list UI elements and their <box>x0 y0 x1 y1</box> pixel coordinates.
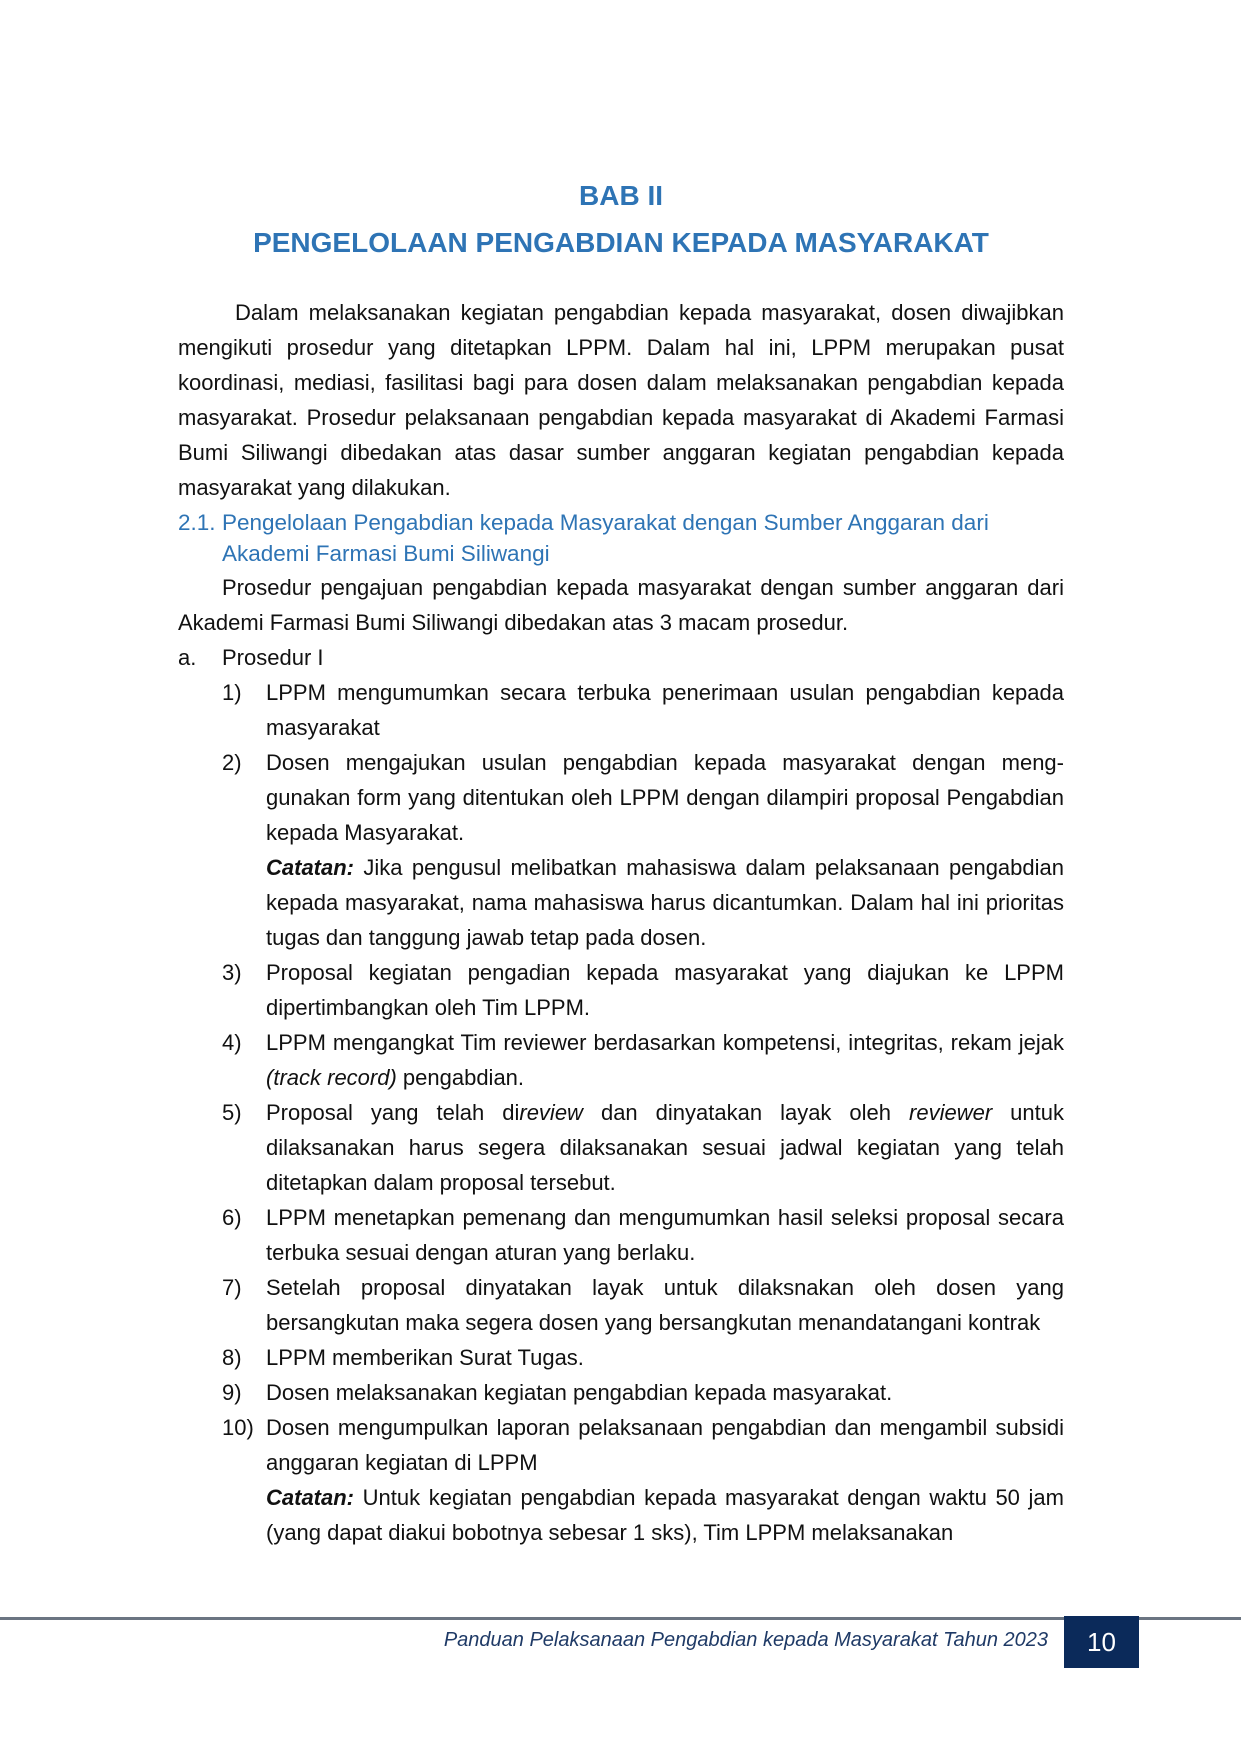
step-text-part: LPPM mengangkat Tim reviewer berdasarkan kompetensi, integritas, rekam jejak <box>266 1030 1064 1055</box>
step-number: 7) <box>222 1275 242 1300</box>
list-item <box>222 675 1064 745</box>
step-text: Dosen melaksanakan kegiatan pengabdian kepada masyarakat. <box>266 1380 893 1405</box>
step-content <box>266 745 1064 955</box>
procedure-heading <box>178 640 1064 675</box>
section-paragraph: Prosedur pengajuan pengabdian kepada masyarakat dengan sumber anggaran dari Akademi Farmasi Bumi Siliwangi dibedakan atas 3 macam prosedur. <box>178 575 1064 635</box>
list-item <box>222 1095 1064 1200</box>
note-label: Catatan: <box>266 855 355 880</box>
step-number: 8) <box>222 1345 242 1370</box>
step-text: Proposal kegiatan pengadian kepada masyarakat yang diajukan ke LPPM dipertimbangkan oleh Tim LPPM. <box>266 960 1064 1020</box>
step-text <box>266 1095 1064 1200</box>
step-number: 10) <box>222 1415 254 1440</box>
section-heading <box>178 507 1064 569</box>
note-text: Jika pengusul melibatkan mahasiswa dalam pelaksanaan pengabdian kepada masyarakat, nama mahasiswa harus dicantumkan. Dalam hal ini prioritas tugas dan tanggung jawab tetap pada dosen. <box>266 855 1064 950</box>
list-item <box>222 1340 1064 1375</box>
step-text: LPPM memberikan Surat Tugas. <box>266 1345 584 1370</box>
step-text-italic: review <box>519 1100 583 1125</box>
note-label: Catatan: <box>266 1485 355 1510</box>
list-item <box>222 745 1064 955</box>
procedure-steps <box>178 675 1064 1550</box>
step-text-italic: (track record) <box>266 1065 397 1090</box>
step-number: 1) <box>222 680 242 705</box>
step-number: 6) <box>222 1205 242 1230</box>
note <box>266 850 1064 955</box>
intro-paragraph: Dalam melaksanakan kegiatan pengabdian kepada masyarakat, dosen diwajibkan mengikuti prosedur yang ditetapkan LPPM. Dalam hal ini, LPPM merupakan pusat koordinasi, mediasi, fasilitasi bagi para dosen dalam melaksanakan pengabdian kepada masyarakat. Prosedur pelaksanaan pengabdian kepada masyarakat di Akademi Farmasi Bumi Siliwangi dibedakan atas dasar sumber anggaran kegiatan pengabdian kepada masyarakat yang dilakukan. <box>178 300 1064 500</box>
chapter-title: PENGELOLAAN PENGABDIAN KEPADA MASYARAKAT <box>253 227 989 258</box>
step-number: 4) <box>222 1030 242 1055</box>
step-text <box>266 1025 1064 1095</box>
footer-title: Panduan Pelaksanaan Pengabdian kepada Masyarakat Tahun 2023 <box>443 1629 1048 1651</box>
step-text-part: untuk dilaksanakan harus segera dilaksanakan sesuai jadwal kegiatan yang telah ditetapkan dalam proposal tersebut. <box>266 1100 1064 1195</box>
step-text: LPPM mengumumkan secara terbuka penerimaan usulan pengabdian kepada masyarakat <box>266 680 1064 740</box>
procedure-label: a. <box>178 645 197 670</box>
step-number: 3) <box>222 960 242 985</box>
step-number: 9) <box>222 1380 242 1405</box>
page-number: 10 <box>1064 1616 1139 1668</box>
step-content <box>266 1410 1064 1550</box>
section-title: Pengelolaan Pengabdian kepada Masyarakat dengan Sumber Anggaran dari Akademi Farmasi Bumi Siliwangi <box>222 510 989 566</box>
step-text-part: dan dinyatakan layak oleh <box>582 1100 910 1125</box>
step-number: 2) <box>222 750 242 775</box>
step-text-italic: reviewer <box>909 1100 993 1125</box>
chapter-number: BAB II <box>579 180 663 211</box>
step-text: Dosen mengumpulkan laporan pelaksanaan pengabdian dan mengambil subsidi anggaran kegiatan di LPPM <box>266 1415 1064 1475</box>
body-text <box>178 295 1064 1550</box>
section-number: 2.1. <box>178 510 216 535</box>
list-item <box>222 1410 1064 1550</box>
note <box>266 1480 1064 1550</box>
procedure-title: Prosedur I <box>222 645 324 670</box>
list-item <box>222 1375 1064 1410</box>
list-item <box>222 1270 1064 1340</box>
step-text-part: Proposal yang telah di <box>266 1100 520 1125</box>
note-text: Untuk kegiatan pengabdian kepada masyarakat dengan waktu 50 jam (yang dapat diakui bobotnya sebesar 1 sks), Tim LPPM melaksanakan <box>266 1485 1064 1545</box>
list-item <box>222 1025 1064 1095</box>
list-item <box>222 955 1064 1025</box>
step-text-part: pengabdian. <box>396 1065 525 1090</box>
step-text: LPPM menetapkan pemenang dan mengumumkan hasil seleksi proposal secara terbuka sesuai dengan aturan yang berlaku. <box>266 1205 1064 1265</box>
step-number: 5) <box>222 1100 242 1125</box>
step-text: Dosen mengajukan usulan pengabdian kepada masyarakat dengan meng-gunakan form yang ditentukan oleh LPPM dengan dilampiri proposal Pengabdian kepada Masyarakat. <box>266 750 1064 845</box>
step-text: Setelah proposal dinyatakan layak untuk dilaksnakan oleh dosen yang bersangkutan maka segera dosen yang bersangkutan menandatangani kontrak <box>266 1275 1064 1335</box>
footer-divider <box>0 1617 1241 1620</box>
list-item <box>222 1200 1064 1270</box>
